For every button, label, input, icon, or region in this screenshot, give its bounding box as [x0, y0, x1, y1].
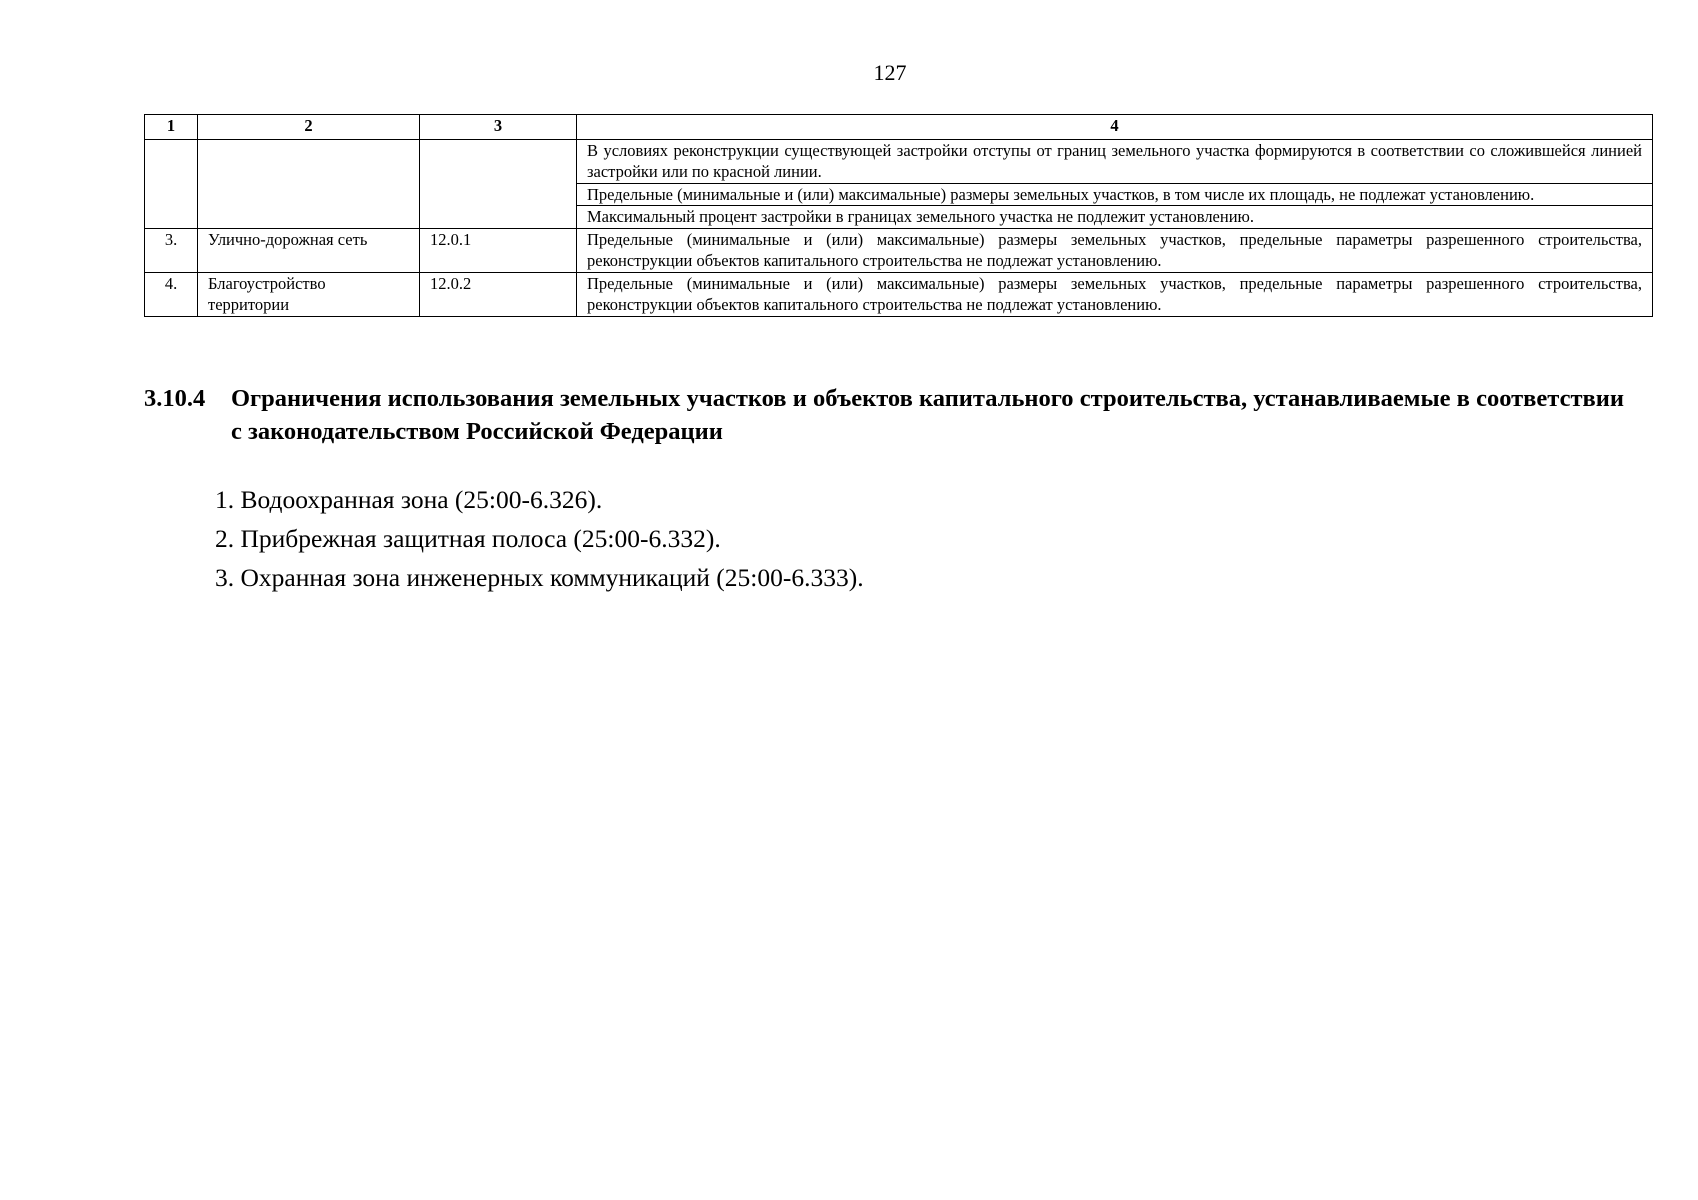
row-description: Предельные (минимальные и (или) максимальные) размеры земельных участков, в том числе их площадь, не подлежат установлению. [577, 183, 1653, 205]
table-cell-empty [198, 140, 420, 229]
row-description: Предельные (минимальные и (или) максимальные) размеры земельных участков, предельные параметры разрешенного строительства, реконструкции объектов капитального строительства не подлежат установлению. [577, 272, 1653, 316]
table-row [145, 228, 1653, 272]
list-item: 1. Водоохранная зона (25:00-6.326). [215, 485, 603, 514]
row-description: Максимальный процент застройки в границах земельного участка не подлежит установлению. [577, 206, 1653, 228]
table-header-row [145, 115, 1653, 140]
header-col-4: 4 [577, 115, 1653, 140]
page-number: 127 [873, 60, 907, 85]
table-row [145, 272, 1653, 316]
row-description: Предельные (минимальные и (или) максимальные) размеры земельных участков, предельные параметры разрешенного строительства, реконструкции объектов капитального строительства не подлежат установлению. [577, 228, 1653, 272]
restrictions-list [215, 480, 864, 597]
row-description: В условиях реконструкции существующей застройки отступы от границ земельного участка формируются в соответствии со сложившейся линией застройки или по красной линии. [577, 140, 1653, 184]
table-row [145, 140, 1653, 184]
header-col-1: 1 [145, 115, 198, 140]
row-number: 3. [145, 228, 198, 272]
row-name: Улично-дорожная сеть [198, 228, 420, 272]
table-cell-empty [420, 140, 577, 229]
row-code: 12.0.1 [420, 228, 577, 272]
row-number: 4. [145, 272, 198, 316]
table-cell-empty [145, 140, 198, 229]
row-code: 12.0.2 [420, 272, 577, 316]
parameters-table [144, 114, 1653, 317]
header-col-2: 2 [198, 115, 420, 140]
list-item: 3. Охранная зона инженерных коммуникаций (25:00-6.333). [215, 563, 864, 592]
section-title: Ограничения использования земельных участков и объектов капитального строительства, устанавливаемые в соответствии с законодательством Российской Федерации [231, 385, 1624, 445]
header-col-3: 3 [420, 115, 577, 140]
section-heading [144, 382, 1624, 448]
list-item: 2. Прибрежная защитная полоса (25:00-6.332). [215, 524, 721, 553]
section-number: 3.10.4 [144, 385, 206, 412]
row-name: Благоустройство территории [198, 272, 420, 316]
